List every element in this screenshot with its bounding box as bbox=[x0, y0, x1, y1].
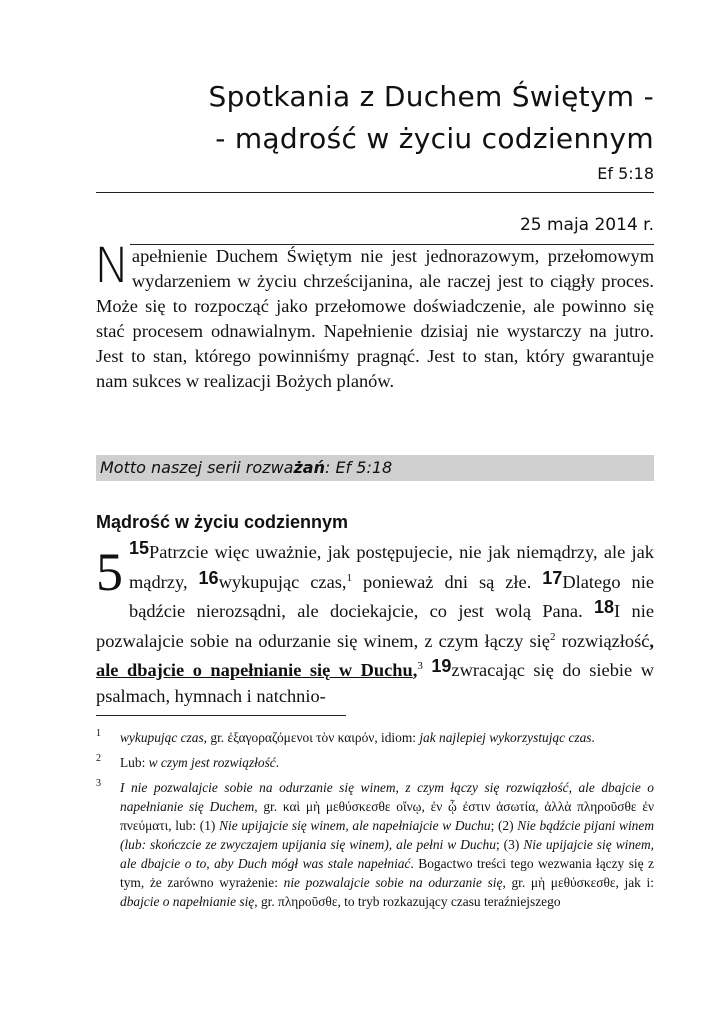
footnote bbox=[96, 728, 654, 747]
footnote-text: jak najlepiej wykorzystując czas bbox=[419, 730, 592, 745]
footnote-text: Lub: bbox=[120, 755, 149, 770]
section-heading: Mądrość w życiu codziennym bbox=[96, 512, 349, 532]
footnote-text: . bbox=[275, 755, 280, 770]
footnote-text: , gr. πληροῦσθε, to tryb rozkazujący czasu teraźniejszego bbox=[254, 894, 561, 909]
intro-text: apełnienie Duchem Świętym nie jest jednorazowym, przełomowym wydarzeniem w życiu chrześcijanina, ale raczej jest to ciągły proces. Może się to rozpocząć jako przełomowe doświadczenie, ale powinno się stać procesem odnawialnym. Napełnienie dzisiaj nie wystarczy na jutro. Jest to stan, którego powinniśmy pragnąć. Jest to stan, który gwarantuje nam sukces w realizacji Bożych planów. bbox=[96, 246, 654, 391]
title-line-2: - mądrość w życiu codziennym bbox=[215, 122, 654, 155]
verse-text: wykupując czas, bbox=[218, 571, 347, 592]
verse-text: , bbox=[412, 660, 418, 680]
page-title bbox=[209, 76, 654, 160]
footnote bbox=[96, 753, 654, 772]
footnote-number: 3 bbox=[96, 778, 101, 789]
footnote-text: . bbox=[591, 730, 595, 745]
footnote-ref[interactable]: 2 bbox=[549, 630, 556, 643]
footnotes bbox=[96, 728, 654, 917]
footnote bbox=[96, 778, 654, 911]
footnote-text: I nie pozwalajcie sobie na odurzanie się winem, z czym łączy się rozwiązłość, ale dbajcie o napełnianie się Duchem bbox=[120, 780, 654, 814]
motto-banner bbox=[96, 455, 654, 481]
footnote-text: Nie upijajcie się winem, ale napełniajcie w Duchu bbox=[219, 818, 491, 833]
scripture-passage bbox=[96, 536, 654, 709]
verse-text: I nie pozwalajcie sobie na odurzanie się winem, z czym łączy się bbox=[96, 601, 654, 651]
verse-text: Dlatego nie bądźcie nierozsądni, ale dociekajcie, co jest wolą Pana. bbox=[129, 571, 655, 621]
motto-bold: żań bbox=[293, 458, 325, 477]
scripture-reference: Ef 5:18 bbox=[597, 164, 654, 183]
footnote-text: w czym jest rozwiązłość bbox=[148, 755, 276, 770]
footnote-ref[interactable]: 3 bbox=[417, 660, 423, 672]
title-line-1: Spotkania z Duchem Świętym - bbox=[208, 80, 654, 113]
verse-number: 16 bbox=[198, 567, 219, 588]
footnote-text: , gr. μὴ μεθύσκεσθε, jak i: bbox=[502, 875, 654, 890]
footnote-number: 2 bbox=[96, 753, 101, 764]
emphasized-verse-text: ale dbajcie o napełnianie się w Duchu bbox=[96, 660, 413, 680]
date-label: 25 maja 2014 r. bbox=[519, 215, 654, 235]
verse-text: rozwiązłość bbox=[555, 630, 650, 651]
footnote-text: ; (3) bbox=[495, 837, 524, 852]
footnote-text: . Bogactwo treści tego wezwania łączy się z tym, że zarówno wyrażenie: bbox=[120, 856, 654, 890]
verse-text: zwracając się do siebie w psalmach, hymnach i natchnio- bbox=[96, 660, 654, 706]
footnote-text: , gr. καὶ μὴ μεθύσκεσθε οἴνῳ, ἐν ᾧ ἐστιν ἀσωτία, ἀλλὰ πληροῦσθε ἐν πνεύματι, lub: (1) bbox=[120, 799, 654, 833]
header-divider bbox=[96, 192, 654, 193]
footnote-text: , gr. ἐξαγοραζόμενοι τὸν καιρόν, idiom: bbox=[203, 730, 420, 745]
footnote-text: nie pozwalajcie sobie na odurzanie się bbox=[283, 875, 503, 890]
footnote-number: 1 bbox=[96, 728, 101, 739]
chapter-number: 5 bbox=[96, 542, 123, 602]
footnote-text: ; (2) bbox=[490, 818, 518, 833]
verse-number: 17 bbox=[542, 567, 563, 588]
motto-suffix: : Ef 5:18 bbox=[324, 458, 393, 477]
verse-number: 19 bbox=[431, 656, 452, 676]
footnote-text: Nie bądźcie pijani winem (lub: skończcie ze zwyczajem upijania się winem), ale pełni w Duchu bbox=[120, 818, 654, 852]
drop-cap: N bbox=[94, 238, 130, 294]
verse-text: , bbox=[649, 630, 654, 651]
verse-text: ponieważ dni są złe. bbox=[352, 571, 543, 592]
footnote-text: wykupując czas bbox=[120, 730, 204, 745]
footnote-text: dbajcie o napełnianie się bbox=[120, 894, 255, 909]
footnote-ref[interactable]: 1 bbox=[346, 571, 353, 584]
verse-text: Patrzcie więc uważnie, jak postępujecie, nie jak niemądrzy, ale jak mądrzy, bbox=[129, 542, 654, 592]
footnote-divider bbox=[96, 715, 346, 716]
motto-prefix: Motto naszej serii rozwa bbox=[100, 458, 294, 477]
footnote-text: Nie upijajcie się winem, ale dbajcie o to, aby Duch mógł was stale napełniać bbox=[120, 837, 655, 871]
verse-number: 18 bbox=[594, 597, 615, 617]
verse-number: 15 bbox=[129, 538, 150, 558]
intro-paragraph bbox=[94, 238, 654, 394]
